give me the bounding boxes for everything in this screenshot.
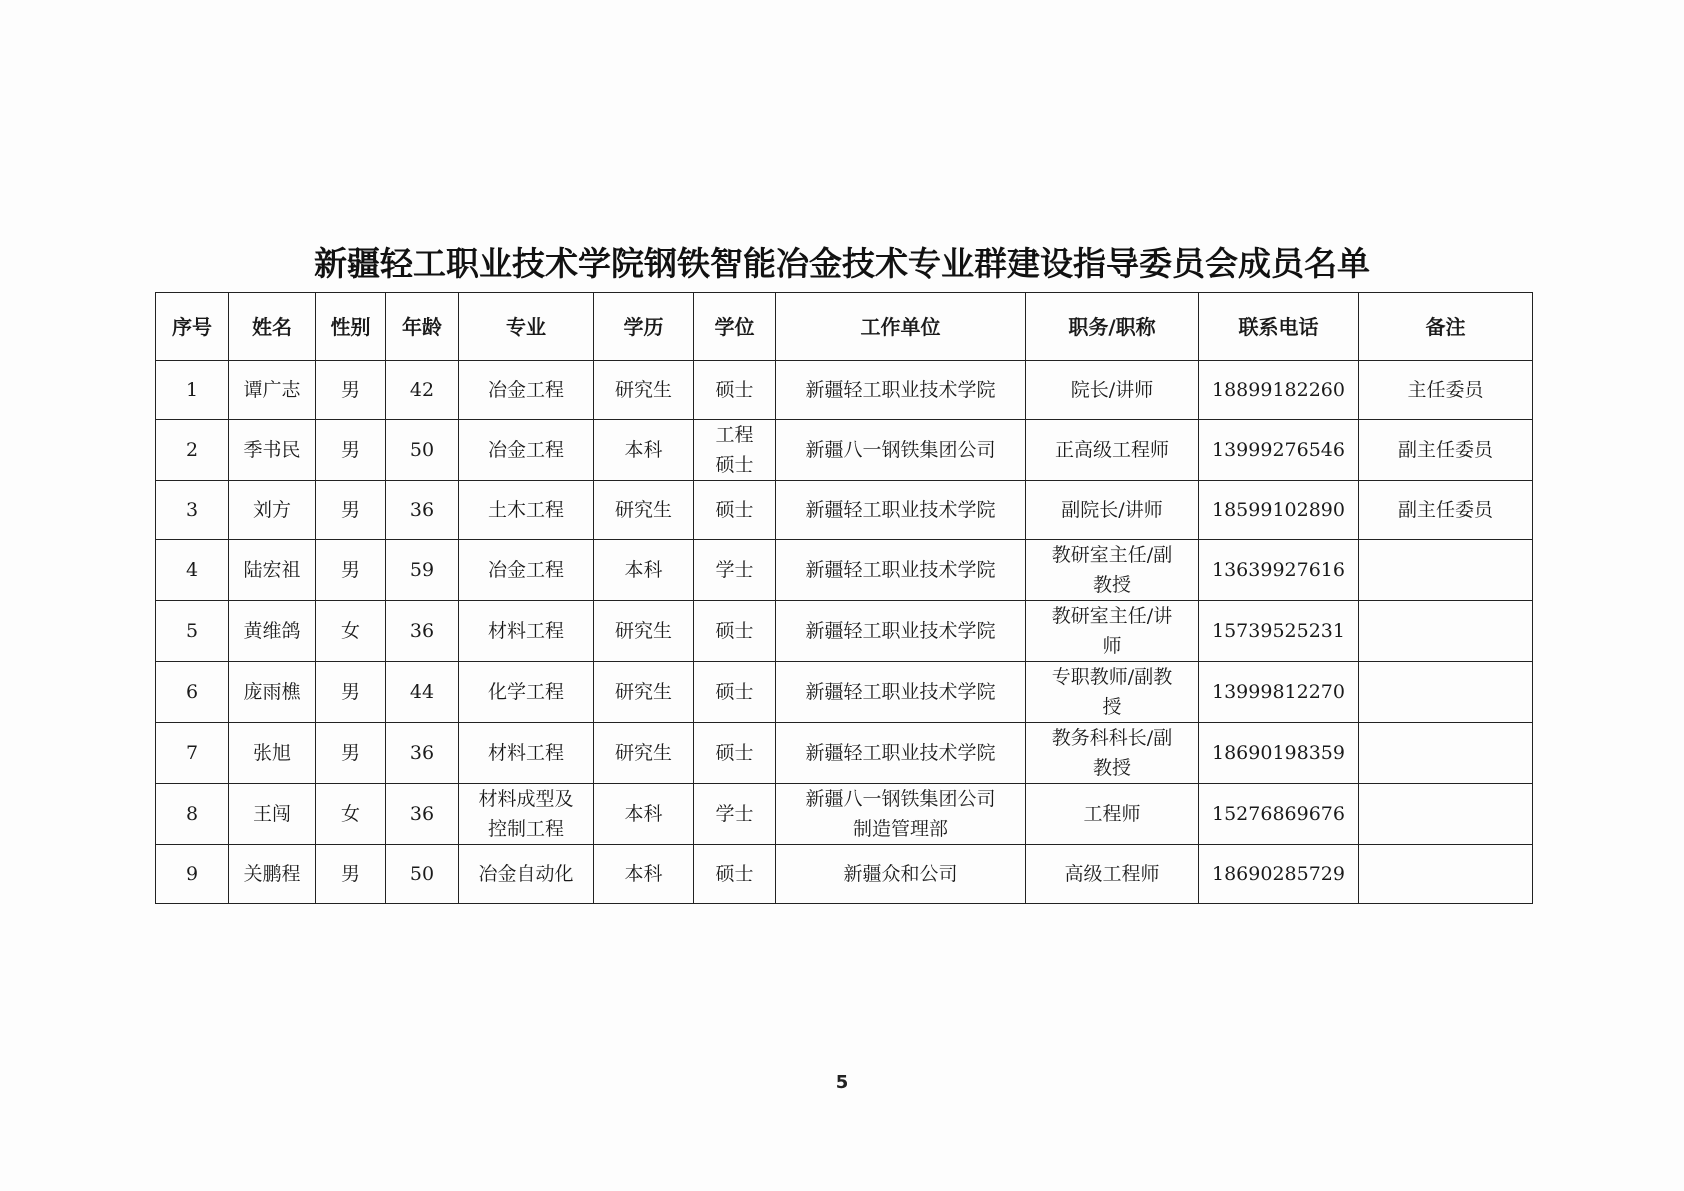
cell-age: 36 xyxy=(386,784,459,845)
cell-major: 材料工程 xyxy=(459,601,594,662)
table-header-row xyxy=(156,293,1533,361)
cell-major: 材料成型及 控制工程 xyxy=(459,784,594,845)
cell-degree: 硕士 xyxy=(694,601,776,662)
header-remark: 备注 xyxy=(1359,293,1533,361)
cell-name: 张旭 xyxy=(229,723,316,784)
table-row xyxy=(156,784,1533,845)
cell-remark xyxy=(1359,662,1533,723)
cell-education: 研究生 xyxy=(594,601,694,662)
header-education: 学历 xyxy=(594,293,694,361)
cell-unit: 新疆轻工职业技术学院 xyxy=(776,540,1026,601)
cell-position: 高级工程师 xyxy=(1026,845,1199,904)
cell-position: 专职教师/副教 授 xyxy=(1026,662,1199,723)
cell-name: 关鹏程 xyxy=(229,845,316,904)
cell-gender: 女 xyxy=(316,601,386,662)
cell-remark xyxy=(1359,723,1533,784)
header-name: 姓名 xyxy=(229,293,316,361)
cell-education: 研究生 xyxy=(594,361,694,420)
cell-remark: 副主任委员 xyxy=(1359,420,1533,481)
cell-gender: 男 xyxy=(316,540,386,601)
table-row xyxy=(156,723,1533,784)
cell-degree: 硕士 xyxy=(694,723,776,784)
cell-degree: 学士 xyxy=(694,784,776,845)
cell-gender: 男 xyxy=(316,845,386,904)
cell-degree: 工程 硕士 xyxy=(694,420,776,481)
cell-degree: 硕士 xyxy=(694,662,776,723)
cell-unit: 新疆轻工职业技术学院 xyxy=(776,723,1026,784)
member-roster-table xyxy=(155,292,1533,904)
cell-major: 冶金工程 xyxy=(459,540,594,601)
cell-gender: 男 xyxy=(316,361,386,420)
cell-phone: 13639927616 xyxy=(1199,540,1359,601)
cell-age: 36 xyxy=(386,601,459,662)
cell-age: 42 xyxy=(386,361,459,420)
cell-unit: 新疆轻工职业技术学院 xyxy=(776,481,1026,540)
cell-position: 院长/讲师 xyxy=(1026,361,1199,420)
cell-phone: 15276869676 xyxy=(1199,784,1359,845)
header-degree: 学位 xyxy=(694,293,776,361)
cell-index: 2 xyxy=(156,420,229,481)
table-row xyxy=(156,420,1533,481)
cell-major: 材料工程 xyxy=(459,723,594,784)
cell-position: 教务科科长/副 教授 xyxy=(1026,723,1199,784)
cell-name: 谭广志 xyxy=(229,361,316,420)
cell-index: 7 xyxy=(156,723,229,784)
cell-gender: 男 xyxy=(316,420,386,481)
document-title: 新疆轻工职业技术学院钢铁智能冶金技术专业群建设指导委员会成员名单 xyxy=(314,244,1370,283)
cell-remark: 主任委员 xyxy=(1359,361,1533,420)
cell-phone: 13999812270 xyxy=(1199,662,1359,723)
cell-major: 化学工程 xyxy=(459,662,594,723)
cell-position: 教研室主任/副 教授 xyxy=(1026,540,1199,601)
table-row xyxy=(156,361,1533,420)
cell-age: 44 xyxy=(386,662,459,723)
cell-position: 副院长/讲师 xyxy=(1026,481,1199,540)
table-row xyxy=(156,601,1533,662)
header-index: 序号 xyxy=(156,293,229,361)
cell-degree: 学士 xyxy=(694,540,776,601)
cell-remark: 副主任委员 xyxy=(1359,481,1533,540)
table-row xyxy=(156,481,1533,540)
cell-degree: 硕士 xyxy=(694,361,776,420)
header-phone: 联系电话 xyxy=(1199,293,1359,361)
cell-education: 研究生 xyxy=(594,481,694,540)
cell-age: 36 xyxy=(386,481,459,540)
cell-position: 正高级工程师 xyxy=(1026,420,1199,481)
cell-education: 本科 xyxy=(594,784,694,845)
cell-education: 本科 xyxy=(594,845,694,904)
table-row xyxy=(156,845,1533,904)
cell-remark xyxy=(1359,845,1533,904)
cell-degree: 硕士 xyxy=(694,481,776,540)
cell-phone: 18690198359 xyxy=(1199,723,1359,784)
cell-phone: 15739525231 xyxy=(1199,601,1359,662)
table-row xyxy=(156,662,1533,723)
cell-age: 59 xyxy=(386,540,459,601)
cell-name: 王闯 xyxy=(229,784,316,845)
cell-education: 本科 xyxy=(594,540,694,601)
cell-position: 工程师 xyxy=(1026,784,1199,845)
cell-name: 刘方 xyxy=(229,481,316,540)
cell-education: 本科 xyxy=(594,420,694,481)
cell-index: 1 xyxy=(156,361,229,420)
cell-unit: 新疆轻工职业技术学院 xyxy=(776,662,1026,723)
header-gender: 性别 xyxy=(316,293,386,361)
cell-name: 季书民 xyxy=(229,420,316,481)
cell-remark xyxy=(1359,784,1533,845)
cell-major: 土木工程 xyxy=(459,481,594,540)
cell-index: 8 xyxy=(156,784,229,845)
cell-age: 36 xyxy=(386,723,459,784)
table-row xyxy=(156,540,1533,601)
cell-age: 50 xyxy=(386,845,459,904)
cell-unit: 新疆八一钢铁集团公司 制造管理部 xyxy=(776,784,1026,845)
cell-name: 陆宏祖 xyxy=(229,540,316,601)
cell-gender: 男 xyxy=(316,723,386,784)
cell-position: 教研室主任/讲 师 xyxy=(1026,601,1199,662)
cell-degree: 硕士 xyxy=(694,845,776,904)
cell-gender: 男 xyxy=(316,662,386,723)
cell-gender: 男 xyxy=(316,481,386,540)
cell-index: 5 xyxy=(156,601,229,662)
cell-unit: 新疆轻工职业技术学院 xyxy=(776,361,1026,420)
cell-age: 50 xyxy=(386,420,459,481)
cell-phone: 13999276546 xyxy=(1199,420,1359,481)
cell-phone: 18899182260 xyxy=(1199,361,1359,420)
cell-unit: 新疆轻工职业技术学院 xyxy=(776,601,1026,662)
cell-index: 3 xyxy=(156,481,229,540)
cell-major: 冶金自动化 xyxy=(459,845,594,904)
cell-major: 冶金工程 xyxy=(459,420,594,481)
cell-name: 黄维鸽 xyxy=(229,601,316,662)
cell-education: 研究生 xyxy=(594,723,694,784)
page-number: 5 xyxy=(835,1072,849,1093)
cell-gender: 女 xyxy=(316,784,386,845)
cell-unit: 新疆众和公司 xyxy=(776,845,1026,904)
cell-index: 9 xyxy=(156,845,229,904)
cell-unit: 新疆八一钢铁集团公司 xyxy=(776,420,1026,481)
header-unit: 工作单位 xyxy=(776,293,1026,361)
cell-remark xyxy=(1359,540,1533,601)
cell-name: 庞雨樵 xyxy=(229,662,316,723)
header-position: 职务/职称 xyxy=(1026,293,1199,361)
cell-index: 4 xyxy=(156,540,229,601)
cell-phone: 18690285729 xyxy=(1199,845,1359,904)
cell-index: 6 xyxy=(156,662,229,723)
header-major: 专业 xyxy=(459,293,594,361)
cell-remark xyxy=(1359,601,1533,662)
header-age: 年龄 xyxy=(386,293,459,361)
cell-education: 研究生 xyxy=(594,662,694,723)
cell-phone: 18599102890 xyxy=(1199,481,1359,540)
cell-major: 冶金工程 xyxy=(459,361,594,420)
